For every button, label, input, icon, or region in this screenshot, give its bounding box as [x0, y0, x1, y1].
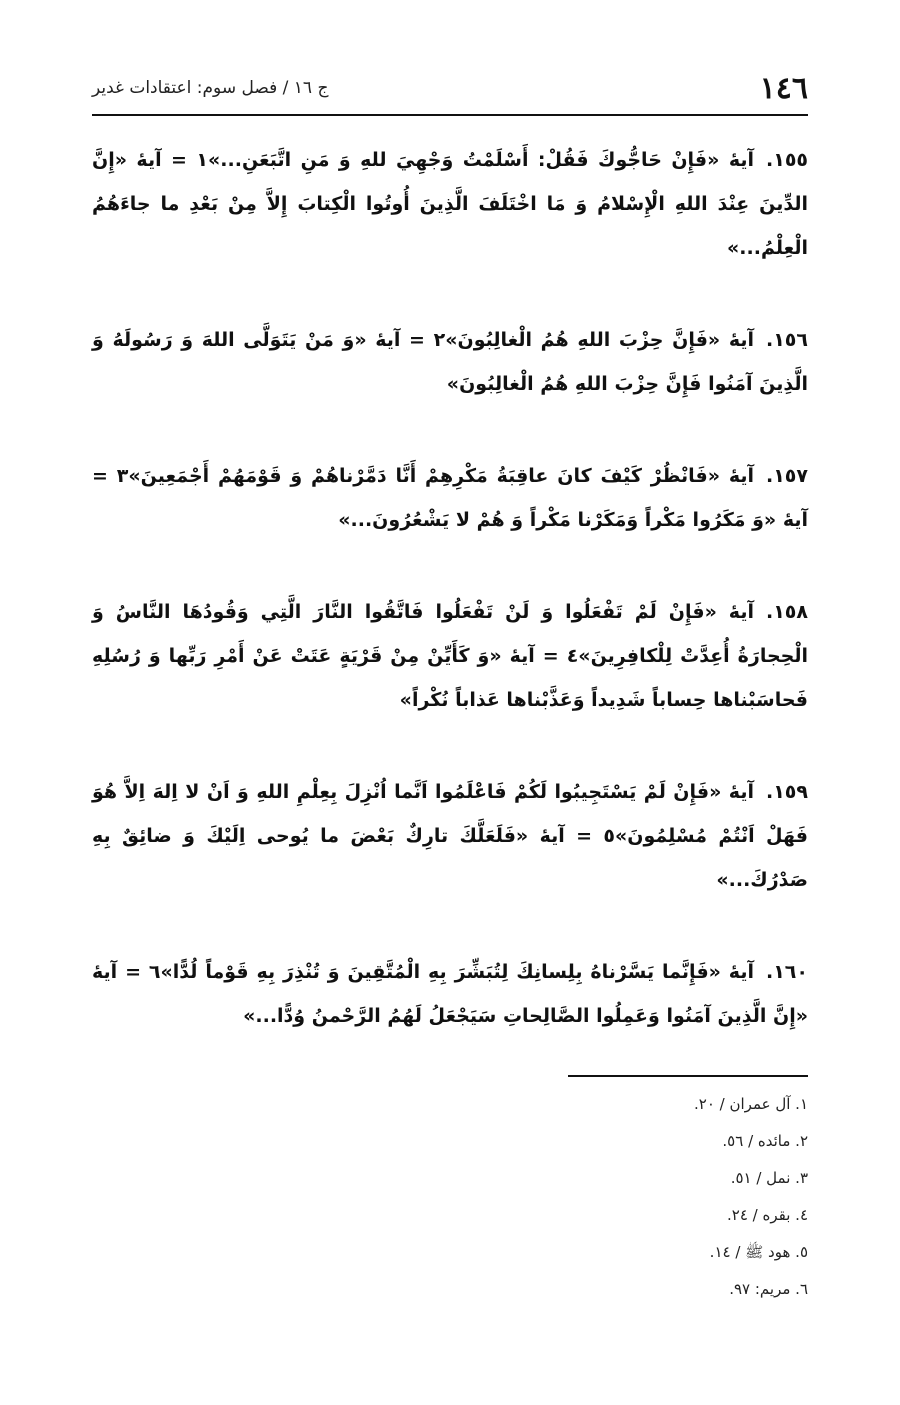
- numbered-item: [92, 138, 808, 270]
- item-number: ١٥٥.: [766, 149, 809, 171]
- header-title: ج ١٦ / فصل سوم: اعتقادات غدير: [92, 78, 329, 98]
- numbered-item: [92, 454, 808, 542]
- item-number: ١٥٨.: [765, 601, 808, 623]
- footnote: ٢. مائده / ٥٦.: [722, 1132, 808, 1150]
- header-rule: [92, 114, 808, 116]
- item-number: ١٥٦.: [765, 329, 808, 351]
- numbered-item: [92, 590, 808, 722]
- numbered-item: [92, 950, 808, 1038]
- numbered-item: [92, 318, 808, 406]
- footnote: ٣. نمل / ٥١.: [730, 1169, 808, 1187]
- item-text: آيهٔ «فَإِنْ لَمْ يَسْتَجِيبُوا لَكُمْ فَاعْلَمُوا اَنَّما اُنْزِلَ بِعِلْمِ اللهِ وَ اَنْ لا اِلهَ اِلاَّ هُوَ فَهَلْ اَنْتُمْ مُسْلِمُونَ»٥ = آيهٔ «فَلَعَلَّكَ تارِكٌ بَعْضَ ما يُوحى اِلَيْكَ وَ ضائِقٌ بِهِ صَدْرُكَ...»: [92, 781, 808, 891]
- footnote: ٦. مريم: ٩٧.: [729, 1280, 808, 1298]
- item-text: آيهٔ «فَإِنَّما يَسَّرْناهُ بِلِسانِكَ لِتُبَشِّرَ بِهِ الْمُتَّقِينَ وَ تُنْذِرَ بِهِ قَوْماً لُدًّا»٦ = آيهٔ «إِنَّ الَّذِينَ آمَنُوا وَعَمِلُوا الصَّالِحاتِ سَيَجْعَلُ لَهُمُ الرَّحْمنُ وُدًّا...»: [92, 961, 808, 1027]
- item-text: آيهٔ «فَإِنْ حَاجُّوكَ فَقُلْ: أَسْلَمْتُ وَجْهِيَ للهِ وَ مَنِ اتَّبَعَنِ...»١ = آيهٔ «إِنَّ الدِّينَ عِنْدَ اللهِ الْإِسْلامُ وَ مَا اخْتَلَفَ الَّذِينَ أُوتُوا الْكِتابَ إِلاَّ مِنْ بَعْدِ ما جاءَهُمُ الْعِلْمُ...»: [92, 149, 808, 259]
- item-text: آيهٔ «فَانْظُرْ كَيْفَ كانَ عاقِبَةُ مَكْرِهِمْ أَنَّا دَمَّرْناهُمْ وَ قَوْمَهُمْ أَجْمَعِينَ»٣ = آيهٔ «وَ مَكَرُوا مَكْراً وَمَكَرْنا مَكْراً وَ هُمْ لا يَشْعُرُونَ...»: [92, 465, 808, 531]
- main-content: [92, 138, 808, 1038]
- running-header: [92, 66, 808, 110]
- footnotes-list: [308, 1094, 808, 1316]
- item-number: ١٥٧.: [765, 465, 808, 487]
- footnote-rule: [568, 1075, 808, 1077]
- item-text: آيهٔ «فَإِنْ لَمْ تَفْعَلُوا وَ لَنْ تَفْعَلُوا فَاتَّقُوا النَّارَ الَّتِي وَقُودُهَا النَّاسُ وَ الْحِجارَةُ أُعِدَّتْ لِلْكافِرِينَ»٤ = آيهٔ «وَ كَأَيِّنْ مِنْ قَرْيَةٍ عَتَتْ عَنْ أَمْرِ رَبِّها وَ رُسُلِهِ فَحاسَبْناها حِساباً شَدِيداً وَعَذَّبْناها عَذاباً نُكْراً»: [92, 601, 808, 711]
- footnote: ١. آل عمران / ٢٠.: [693, 1095, 808, 1113]
- item-number: ١٦٠.: [765, 961, 808, 983]
- footnote: ٤. بقره / ٢٤.: [727, 1206, 808, 1224]
- page-number: ١٤٦: [759, 70, 808, 106]
- numbered-item: [92, 770, 808, 902]
- item-text: آيهٔ «فَإِنَّ حِزْبَ اللهِ هُمُ الْغالِبُونَ»٢ = آيهٔ «وَ مَنْ يَتَوَلَّى اللهَ وَ رَسُولَهُ وَ الَّذِينَ آمَنُوا فَإِنَّ حِزْبَ اللهِ هُمُ الْغالِبُونَ»: [92, 329, 808, 395]
- footnote: ٥. هود ﷺ / ١٤.: [709, 1243, 808, 1261]
- item-number: ١٥٩.: [765, 781, 808, 803]
